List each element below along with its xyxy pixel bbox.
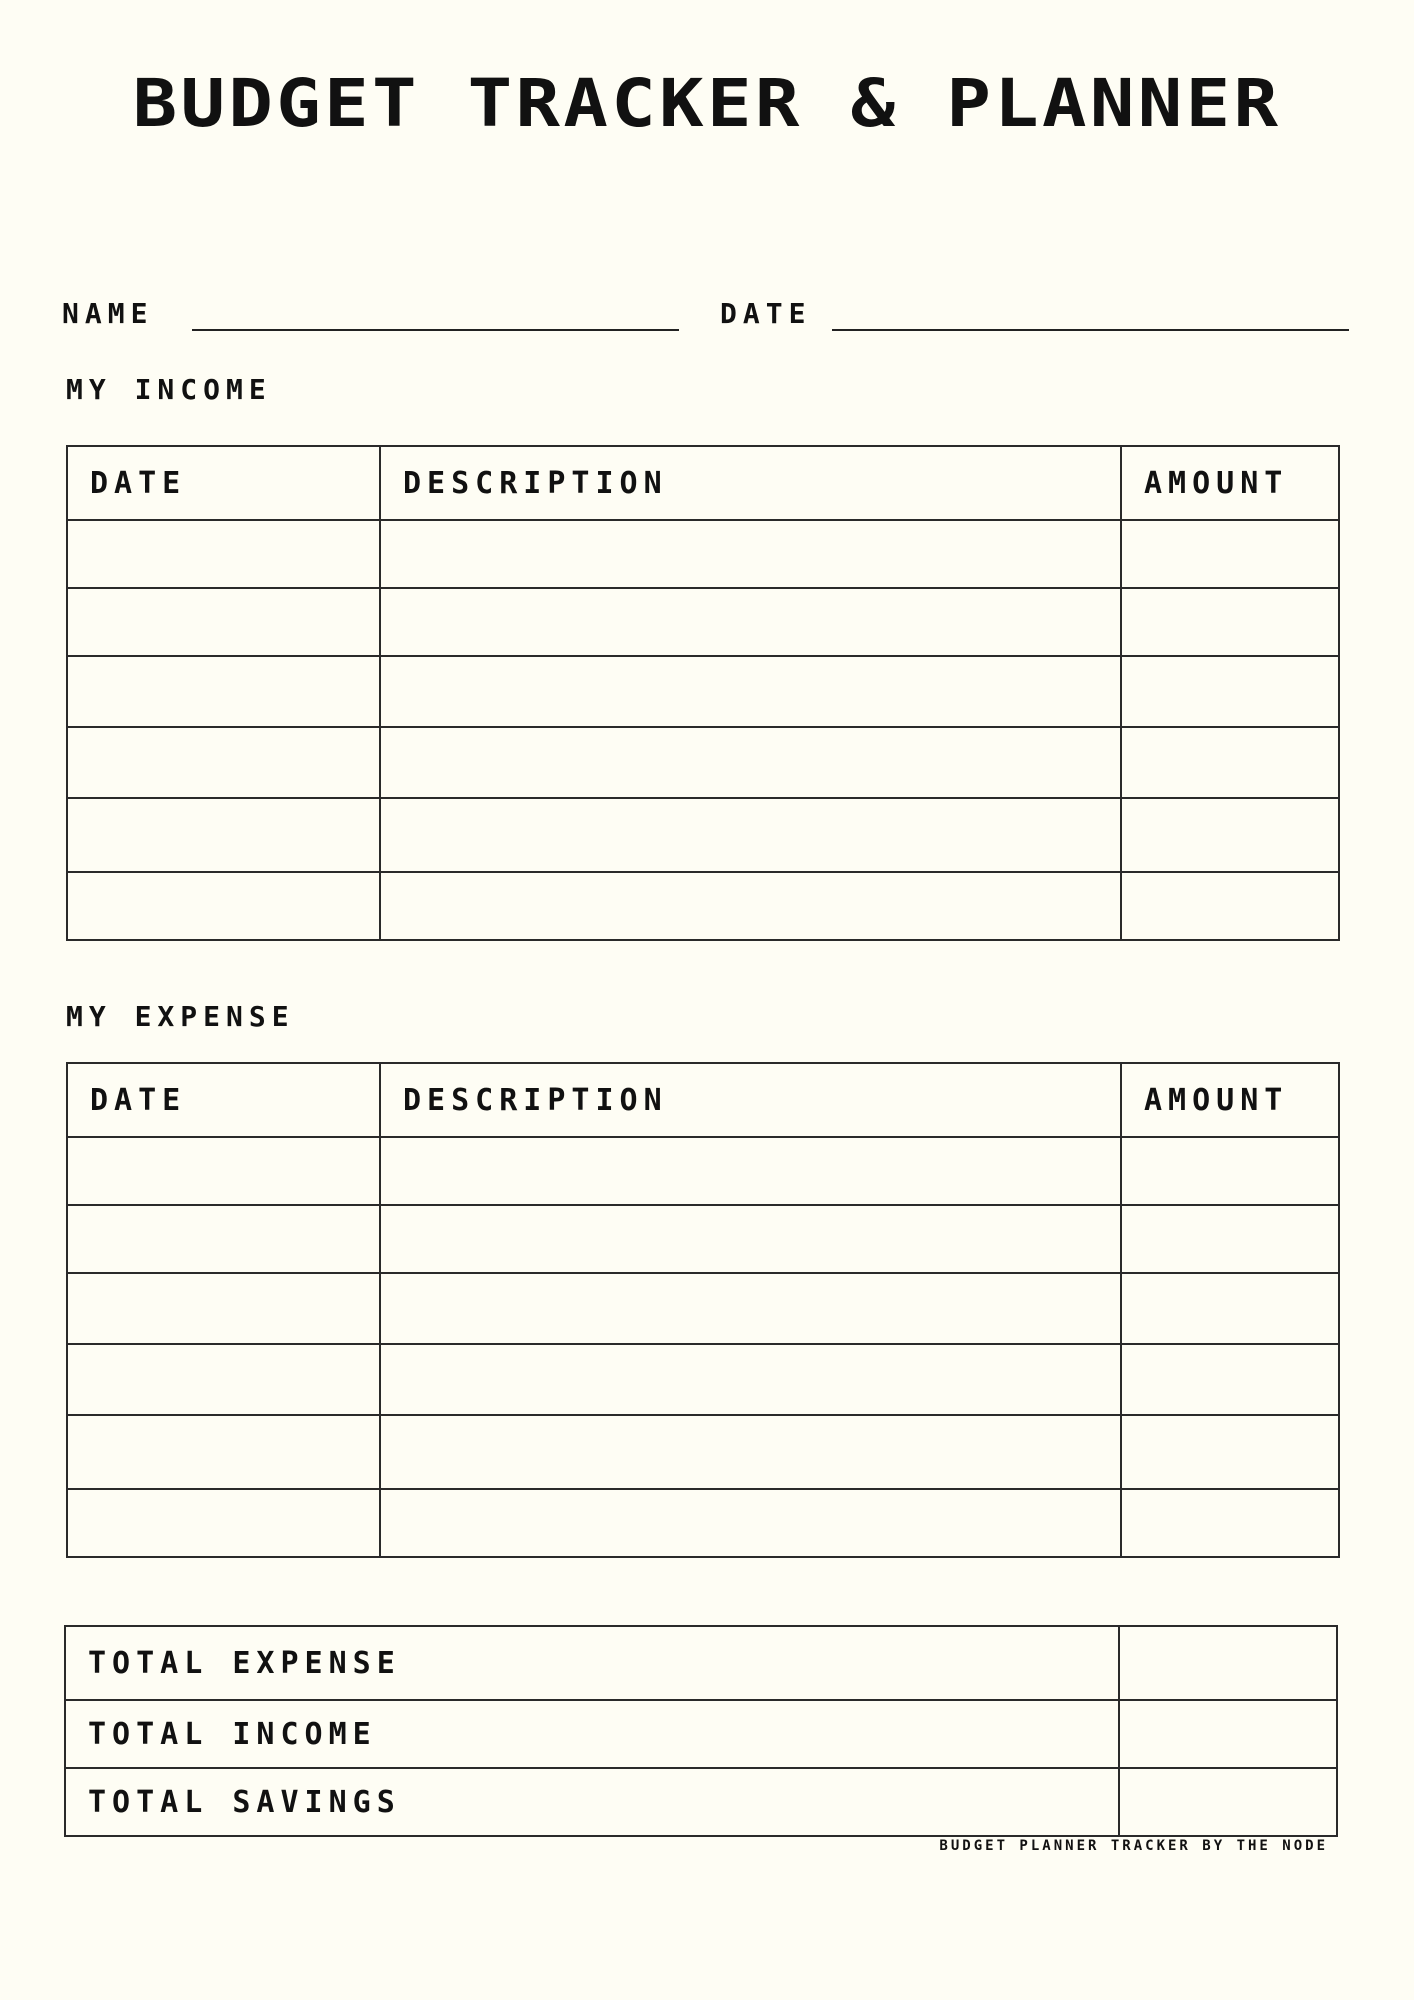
expense-cell-amount[interactable]	[1121, 1137, 1339, 1205]
table-row	[67, 1489, 1339, 1557]
total-expense-value[interactable]	[1119, 1626, 1337, 1700]
expense-cell-description[interactable]	[380, 1415, 1121, 1489]
income-cell-date[interactable]	[67, 727, 380, 798]
table-row	[67, 588, 1339, 656]
income-heading: MY INCOME	[66, 373, 272, 406]
expense-cell-amount[interactable]	[1121, 1205, 1339, 1273]
table-row	[67, 1344, 1339, 1415]
total-expense-row	[65, 1626, 1337, 1700]
income-cell-amount[interactable]	[1121, 656, 1339, 727]
name-label: NAME	[62, 297, 154, 330]
page-title: BUDGET TRACKER & PLANNER	[132, 65, 1282, 142]
income-cell-date[interactable]	[67, 656, 380, 727]
income-cell-date[interactable]	[67, 798, 380, 872]
total-savings-value[interactable]	[1119, 1768, 1337, 1836]
total-income-label: TOTAL INCOME	[65, 1700, 1119, 1768]
table-row	[67, 656, 1339, 727]
table-row	[67, 1205, 1339, 1273]
income-cell-description[interactable]	[380, 656, 1121, 727]
name-field[interactable]	[192, 329, 679, 331]
income-cell-description[interactable]	[380, 520, 1121, 588]
expense-cell-description[interactable]	[380, 1489, 1121, 1557]
date-label: DATE	[720, 297, 812, 330]
income-cell-amount[interactable]	[1121, 727, 1339, 798]
expense-cell-amount[interactable]	[1121, 1273, 1339, 1344]
expense-cell-description[interactable]	[380, 1344, 1121, 1415]
expense-col-description: DESCRIPTION	[380, 1063, 1121, 1137]
income-cell-amount[interactable]	[1121, 588, 1339, 656]
expense-cell-description[interactable]	[380, 1273, 1121, 1344]
income-col-date: DATE	[67, 446, 380, 520]
income-cell-description[interactable]	[380, 588, 1121, 656]
footer-credit: BUDGET PLANNER TRACKER BY THE NODE	[939, 1838, 1328, 1854]
expense-col-amount: AMOUNT	[1121, 1063, 1339, 1137]
date-field[interactable]	[832, 329, 1349, 331]
expense-cell-description[interactable]	[380, 1205, 1121, 1273]
income-cell-description[interactable]	[380, 872, 1121, 940]
income-col-amount: AMOUNT	[1121, 446, 1339, 520]
income-cell-amount[interactable]	[1121, 520, 1339, 588]
table-row	[67, 798, 1339, 872]
expense-cell-date[interactable]	[67, 1205, 380, 1273]
table-row	[67, 1415, 1339, 1489]
expense-cell-description[interactable]	[380, 1137, 1121, 1205]
expense-col-date: DATE	[67, 1063, 380, 1137]
income-col-description: DESCRIPTION	[380, 446, 1121, 520]
income-cell-amount[interactable]	[1121, 872, 1339, 940]
table-row	[67, 520, 1339, 588]
expense-cell-amount[interactable]	[1121, 1344, 1339, 1415]
income-cell-date[interactable]	[67, 520, 380, 588]
total-expense-label: TOTAL EXPENSE	[65, 1626, 1119, 1700]
expense-cell-date[interactable]	[67, 1344, 380, 1415]
table-row	[67, 727, 1339, 798]
income-cell-description[interactable]	[380, 798, 1121, 872]
table-row	[67, 872, 1339, 940]
income-cell-amount[interactable]	[1121, 798, 1339, 872]
total-income-row	[65, 1700, 1337, 1768]
table-row	[67, 1273, 1339, 1344]
income-cell-date[interactable]	[67, 588, 380, 656]
expense-cell-amount[interactable]	[1121, 1415, 1339, 1489]
expense-heading: MY EXPENSE	[66, 1000, 295, 1033]
expense-header-row	[67, 1063, 1339, 1137]
income-header-row	[67, 446, 1339, 520]
income-table	[66, 445, 1340, 941]
expense-cell-date[interactable]	[67, 1137, 380, 1205]
table-row	[67, 1137, 1339, 1205]
income-cell-date[interactable]	[67, 872, 380, 940]
total-savings-label: TOTAL SAVINGS	[65, 1768, 1119, 1836]
total-income-value[interactable]	[1119, 1700, 1337, 1768]
expense-cell-amount[interactable]	[1121, 1489, 1339, 1557]
expense-cell-date[interactable]	[67, 1273, 380, 1344]
totals-table	[64, 1625, 1338, 1837]
income-cell-description[interactable]	[380, 727, 1121, 798]
expense-table	[66, 1062, 1340, 1558]
expense-cell-date[interactable]	[67, 1415, 380, 1489]
expense-cell-date[interactable]	[67, 1489, 380, 1557]
total-savings-row	[65, 1768, 1337, 1836]
